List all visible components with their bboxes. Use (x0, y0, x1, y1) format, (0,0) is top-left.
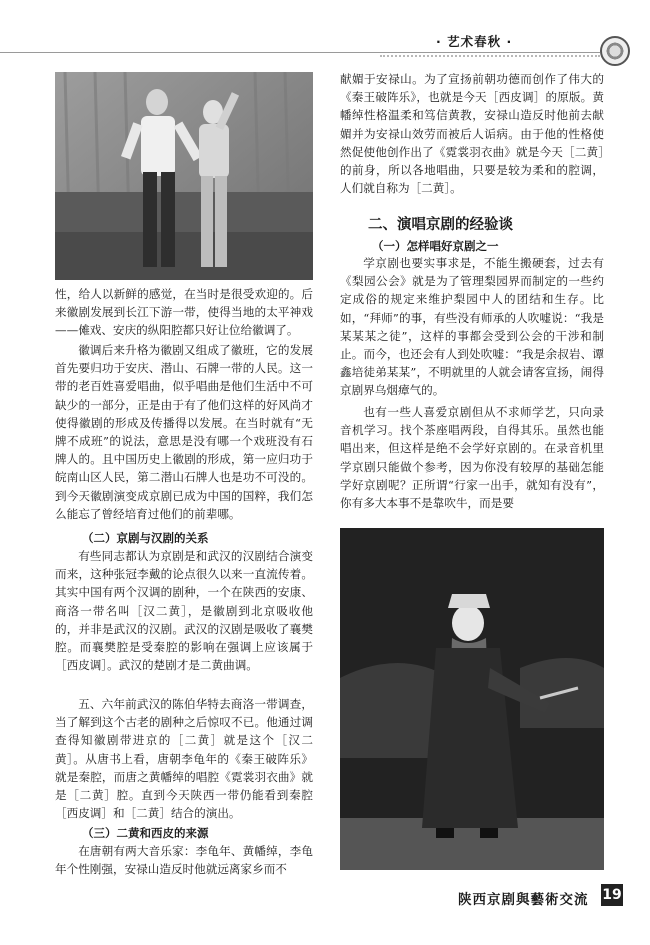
left-subheading-2: （二）京剧与汉剧的关系 (82, 531, 209, 545)
right-paragraph-3: 也有一些人喜爱京剧但从不求师学艺，只向录音机学习。找个茶座唱两段，自得其乐。虽然也能唱出来，但这样是绝不会学好京剧的。在录音机里学京剧只能做个参考，因为你没有较厚的基础怎能学好京剧呢？正所谓“行家一出手，就知有没有”，你有多大本事不是靠吹牛，而是要 (340, 405, 604, 511)
right-paragraph-2: 学京剧也要实事求是，不能生搬硬套，过去有《梨园公会》就是为了管理梨园界而制定的一些约定成俗的规定来维护梨园中人的团结和生存。比如，“拜师”的事，有些没有师承的人吹嘘说：“我是某某某之徒”，这样的事都会受到公会的干涉和制止。而今，也还会有人到处吹嘘：“我是余叔岩、谭鑫培徒弟某某”，不明就里的人就会请客宣扬，闹得京剧界乌烟瘴气的。 (340, 256, 604, 398)
section-title: 二、演唱京剧的经验谈 (368, 217, 513, 233)
publication-name: 陕西京剧與藝術交流 (458, 892, 589, 908)
left-paragraph-2: 徽调后来升格为徽剧又组成了徽班，它的发展首先要归功于安庆、潜山、石牌一带的人民。这一带的老百姓喜爱唱曲，似乎唱曲是他们生活中不可缺少的一部分，正是由于有了他们这样的好风尚才使得徽剧的形成及传播得以发展。在当时就有“无牌不成班”的说法，意思是没有哪一个戏班没有石牌人的。且中国历史上徽剧的形成，第一应归功于皖南山区人民，第二潜山石牌人也是功不可没的。到今天徽剧演变成京剧已成为中国的国粹，我们怎么能忘了曾经培育过他们的前辈哪。 (55, 343, 313, 521)
page-number: 19 (601, 884, 623, 906)
painted-face-performer-photo (340, 528, 604, 870)
column-tag: · 艺术春秋 · (436, 34, 513, 49)
right-subheading-1: （一）怎样唱好京剧之一 (372, 239, 499, 253)
right-paragraph-1: 献媚于安禄山。为了宣扬前朝功德而创作了伟大的《秦王破阵乐》，也就是今天［西皮调］的原版。黄幡绰性格温柔和笃信黄教，安禄山造反时他前去献媚并为安禄山效劳而被后人诟病。由于他的性格使然促使他创作出了《霓裳羽衣曲》就是今天［二黄］的前身，所以各地唱曲，只要是较为柔和的腔调，人们就自称为［二黄］。 (340, 72, 604, 196)
left-paragraph-1: 性，给人以新鲜的感觉，在当时是很受欢迎的。后来徽剧发展到长江下游一带，使得当地的太平神戏——傩戏、安庆的纵阳腔都只好让位给徽调了。 (55, 287, 313, 338)
emblem-icon (600, 36, 630, 66)
left-paragraph-3: 有些同志都认为京剧是和武汉的汉剧结合演变而来，这种张冠李戴的论点很久以来一直流传着。其实中国有两个汉调的剧种，一个在陕西的安康、商洛一带名叫［汉二黄］，是徽剧到北京吸收他的，并非是武汉的汉剧。武汉的汉剧是吸收了襄樊腔。而襄樊腔是受秦腔的影响在强调上应该属于［西皮调］。武汉的楚剧才是二黄曲调。 (55, 549, 313, 673)
two-performers-stage-photo (55, 72, 313, 280)
left-subheading-3: （三）二黄和西皮的来源 (82, 826, 209, 840)
header-rule (0, 52, 600, 53)
left-paragraph-4: 五、六年前武汉的陈伯华特去商洛一带调查，当了解到这个古老的剧种之后惊叹不已。他通过调查得知徽剧带进京的［二黄］就是这个［汉二黄］。从唐书上看，唐朝李龟年的《秦王破阵乐》就是秦腔，而唐之黄幡绰的唱腔《霓裳羽衣曲》就是［二黄］腔。直到今天陕西一带仍能看到秦腔［西皮调］和［二黄］结合的演出。 (55, 697, 313, 821)
header-dotted-rule (380, 55, 600, 57)
left-paragraph-5: 在唐朝有两大音乐家：李龟年、黄幡绰，李龟年个性刚强，安禄山造反时他就远离家乡而不 (55, 844, 313, 877)
